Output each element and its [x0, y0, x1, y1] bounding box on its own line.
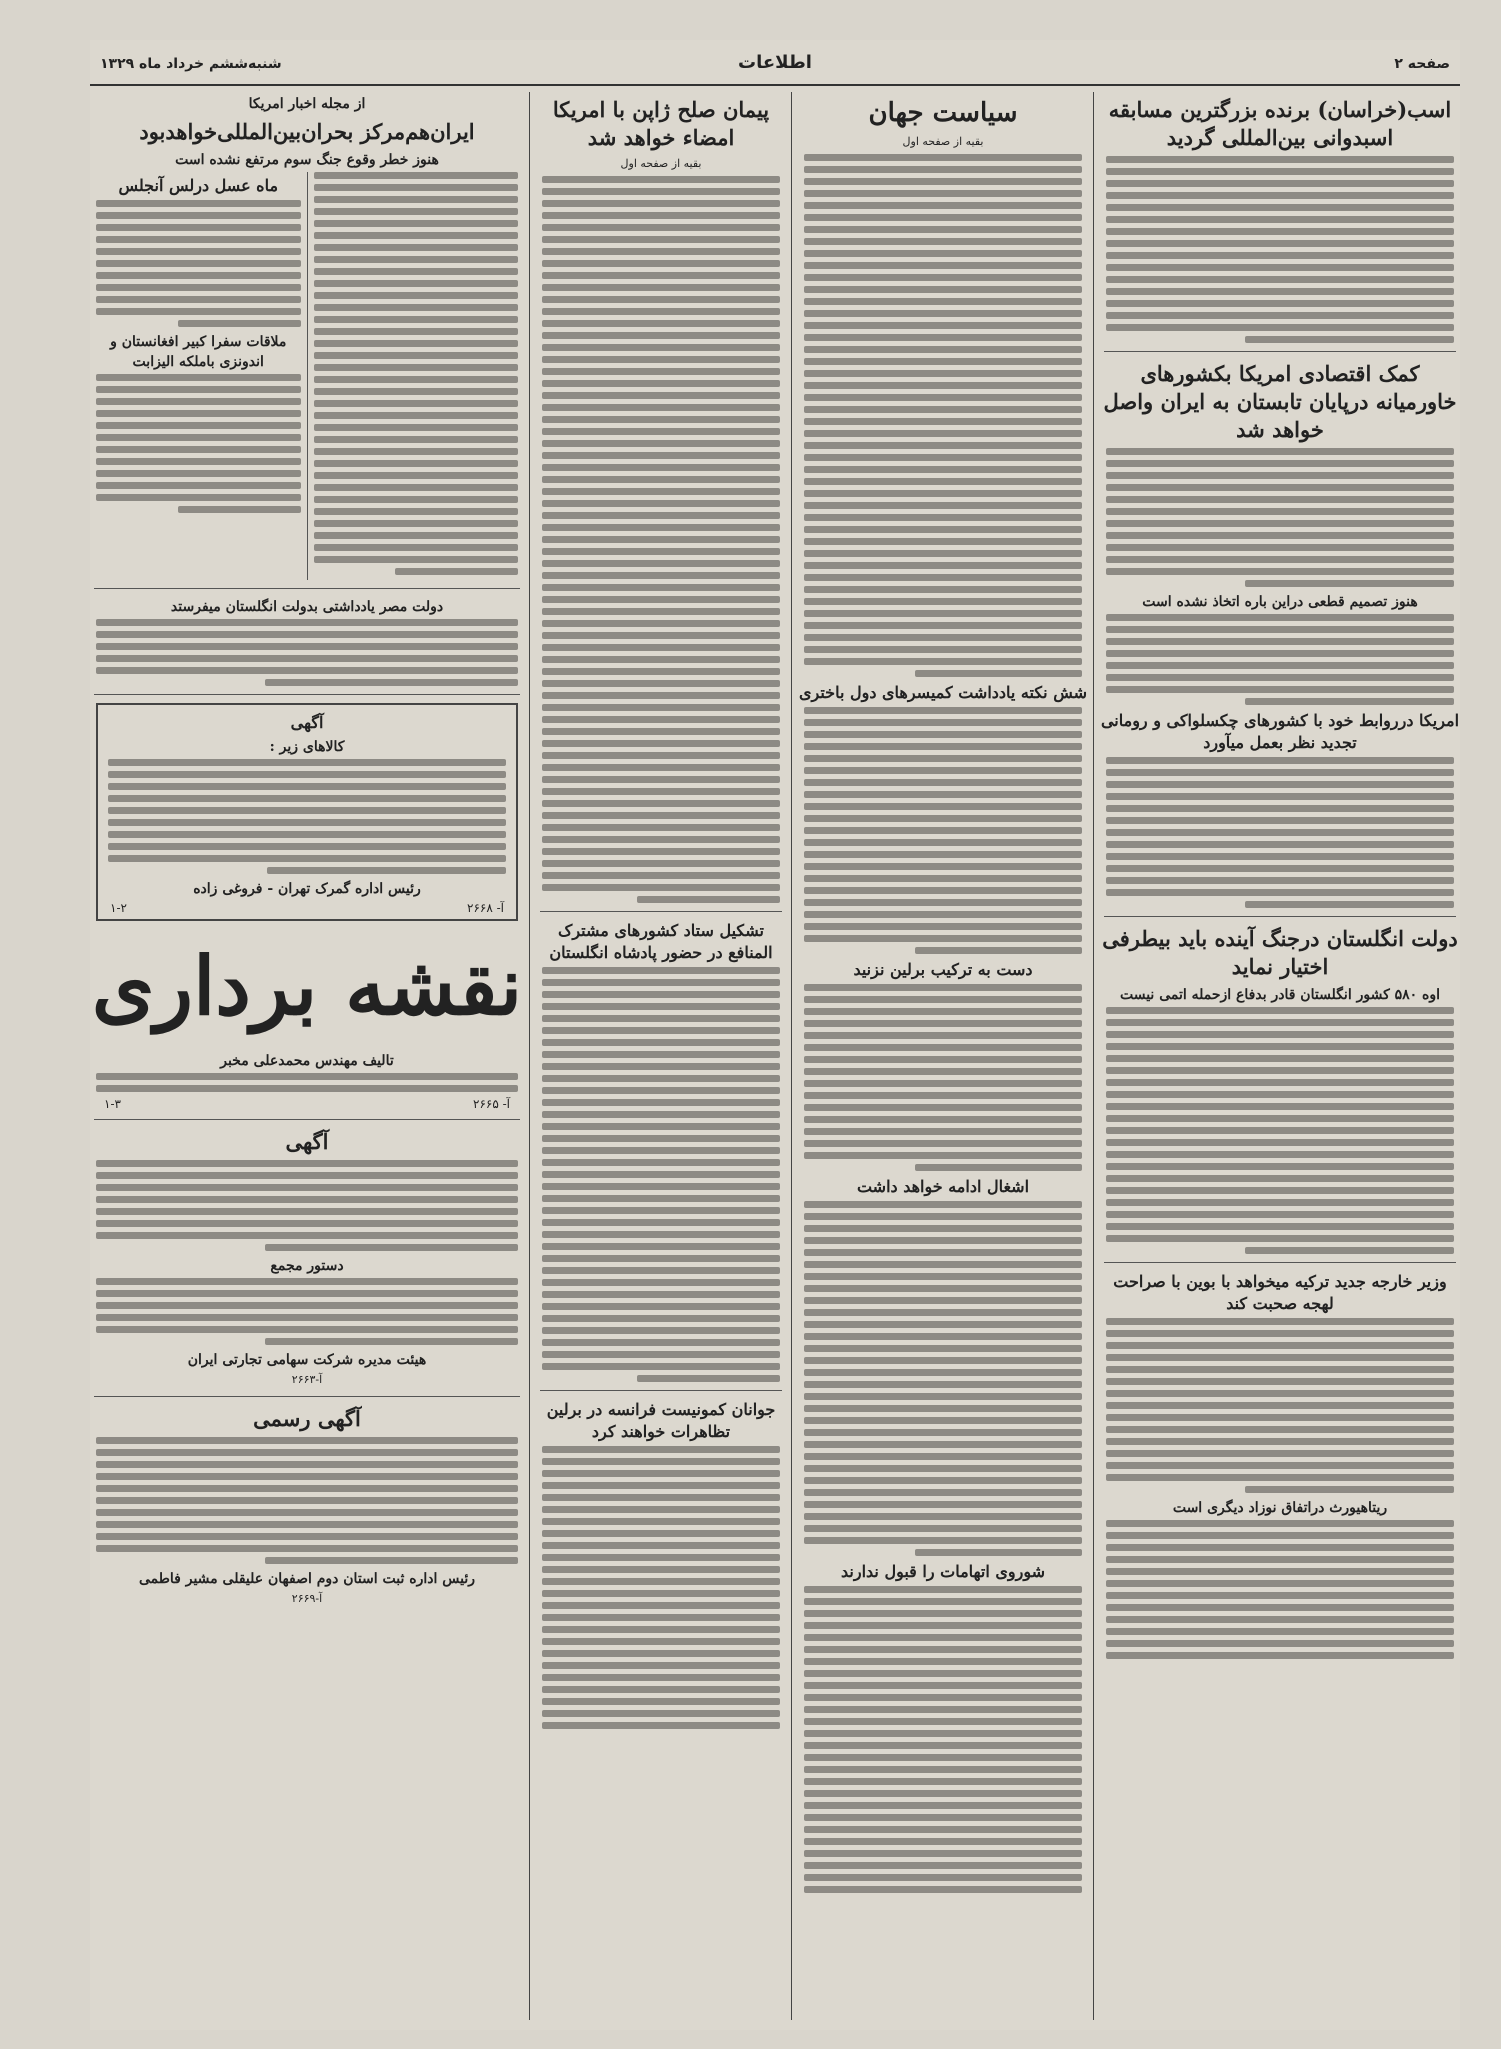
headline-us-aid: کمک اقتصادی امریکا بکشورهای خاورمیانه درپایان تابستان به ایران واصل خواهد شد	[1103, 361, 1457, 442]
header-rule	[90, 84, 1460, 86]
ad-signature: رئیس اداره ثبت استان دوم اصفهان علیقلی مشیر فاطمی	[138, 1571, 475, 1587]
headline-japan-treaty: پیمان صلح ژاپن با امریکا امضاء خواهد شد	[552, 97, 770, 150]
ad-subtitle: کالاهای زیر :	[269, 739, 345, 755]
subheadline-atomic: اوه ۵۸۰ کشور انگلستان قادر بدفاع ازحمله اتمی نیست	[1119, 987, 1441, 1003]
column-divider	[529, 92, 530, 2020]
ad-customs	[96, 703, 518, 921]
article-body	[1100, 156, 1460, 343]
article-body	[1100, 614, 1460, 705]
headline-rita-hayworth: ریتاهیورث دراتفاق نوزاد دیگری است	[1172, 1500, 1388, 1516]
masthead: اطلاعات	[738, 52, 812, 73]
headline-occupation: اشغال ادامه خواهد داشت	[856, 1177, 1030, 1196]
headline-turkey-fm: وزیر خارجه جدید ترکیه میخواهد با بوین با صراحت لهجه صحبت کند	[1113, 1272, 1447, 1313]
column-divider	[1093, 92, 1094, 2020]
agenda-items	[90, 1278, 524, 1345]
headline-french-youth: جوانان کمونیست فرانسه در برلین تظاهرات خواهند کرد	[546, 1400, 776, 1441]
ad-signature: هیئت مدیره شرکت سهامی تجارتی ایران	[187, 1352, 427, 1368]
page-number: صفحه ۲	[1394, 56, 1450, 72]
ad-code: آ- ۲۶۶۸	[467, 901, 504, 915]
ad-title: آگهی رسمی	[253, 1406, 361, 1431]
ad-title: آگهی	[285, 1129, 329, 1154]
headline-no-decision: هنوز تصمیم قطعی دراین باره اتخاذ نشده است	[1142, 594, 1418, 610]
article-body	[536, 1446, 786, 1729]
headline-six-points: شش نکته یادداشت کمیسرهای دول باختری	[799, 683, 1087, 702]
headline-soviet-denies: شوروی اتهامات را قبول ندارند	[841, 1562, 1045, 1581]
article-body	[308, 172, 525, 575]
column-divider	[791, 92, 792, 2020]
headline-world-politics: سیاست جهان	[868, 98, 1018, 128]
continued-note: بقیه از صفحه اول	[620, 157, 702, 170]
headline-egypt-note: دولت مصر یادداشتی بدولت انگلستان میفرستد	[170, 599, 444, 615]
article-body	[1100, 448, 1460, 587]
continued-note: بقیه از صفحه اول	[902, 135, 984, 148]
subcol-left	[90, 172, 308, 580]
article-body	[798, 984, 1088, 1171]
subcol-right	[308, 172, 525, 580]
column-3	[536, 92, 786, 2020]
ad-body	[102, 759, 512, 874]
column-4	[90, 92, 524, 2020]
kicker: از مجله اخبار امریکا	[248, 96, 366, 112]
ad-body	[90, 1437, 524, 1564]
ad-title: آگهی	[290, 713, 324, 732]
article-body	[90, 374, 307, 513]
ad-code: آ-۲۶۶۹	[291, 1592, 323, 1605]
article-body	[90, 619, 524, 686]
headline-iran-crisis: ایران‌هم‌مرکز بحران‌بین‌المللی‌خواهدبود	[139, 119, 475, 144]
book-author: تالیف مهندس محمدعلی مخبر	[220, 1053, 394, 1069]
headline-czech-romania: امریکا درروابط خود با کشورهای چکسلواکی و رومانی تجدید نظر بعمل میآورد	[1100, 711, 1460, 752]
article-body	[798, 707, 1088, 954]
ad-code: آ-۲۶۶۳	[291, 1373, 323, 1386]
column-1	[1100, 92, 1460, 2020]
headline-britain-neutral: دولت انگلستان درجنگ آینده باید بیطرفی اختیار نماید	[1102, 926, 1458, 979]
article-body	[536, 967, 786, 1382]
article-body	[90, 200, 307, 327]
headline-horse-race: اسب(خراسان) برنده بزرگترین مسابقه اسبدوانی بین‌المللی گردید	[1108, 97, 1452, 150]
issue-date: شنبه‌ششم خرداد ماه ۱۳۲۹	[100, 56, 282, 72]
ad-number: ۱-۳	[104, 1097, 121, 1111]
page-header	[90, 50, 1460, 82]
headline-honeymoon: ماه عسل درلس آنجلس	[118, 176, 279, 195]
article-body	[1100, 1007, 1460, 1254]
article-body	[798, 154, 1088, 677]
headline-berlin: دست به ترکیب برلین نزنید	[853, 960, 1033, 979]
headline-ambassadors: ملاقات سفرا کبیر افغانستان و اندونزی باملکه الیزابت	[110, 334, 287, 370]
agenda-title: دستور مجمع	[270, 1258, 344, 1274]
article-body	[798, 1201, 1088, 1556]
ad-signature: رئیس اداره گمرک تهران - فروغی زاده	[193, 881, 421, 897]
article-body	[798, 1586, 1088, 1893]
subheadline-war-risk: هنوز خطر وقوع جنگ سوم مرتفع نشده است	[175, 152, 439, 168]
ad-number: ۱-۲	[110, 901, 127, 915]
article-body	[1100, 1318, 1460, 1493]
ad-body	[90, 1160, 524, 1251]
article-body	[1100, 1520, 1460, 1659]
column-2	[798, 92, 1088, 2020]
newspaper-page	[90, 40, 1460, 2030]
book-title: نقشه برداری	[91, 939, 523, 1033]
article-body	[536, 176, 786, 903]
headline-commonwealth: تشکیل ستاد کشورهای مشترک المنافع در حضور پادشاه انگلستان	[549, 921, 773, 962]
article-body	[1100, 757, 1460, 908]
ad-code: آ- ۲۶۶۵	[473, 1097, 510, 1111]
book-details	[90, 1073, 524, 1092]
